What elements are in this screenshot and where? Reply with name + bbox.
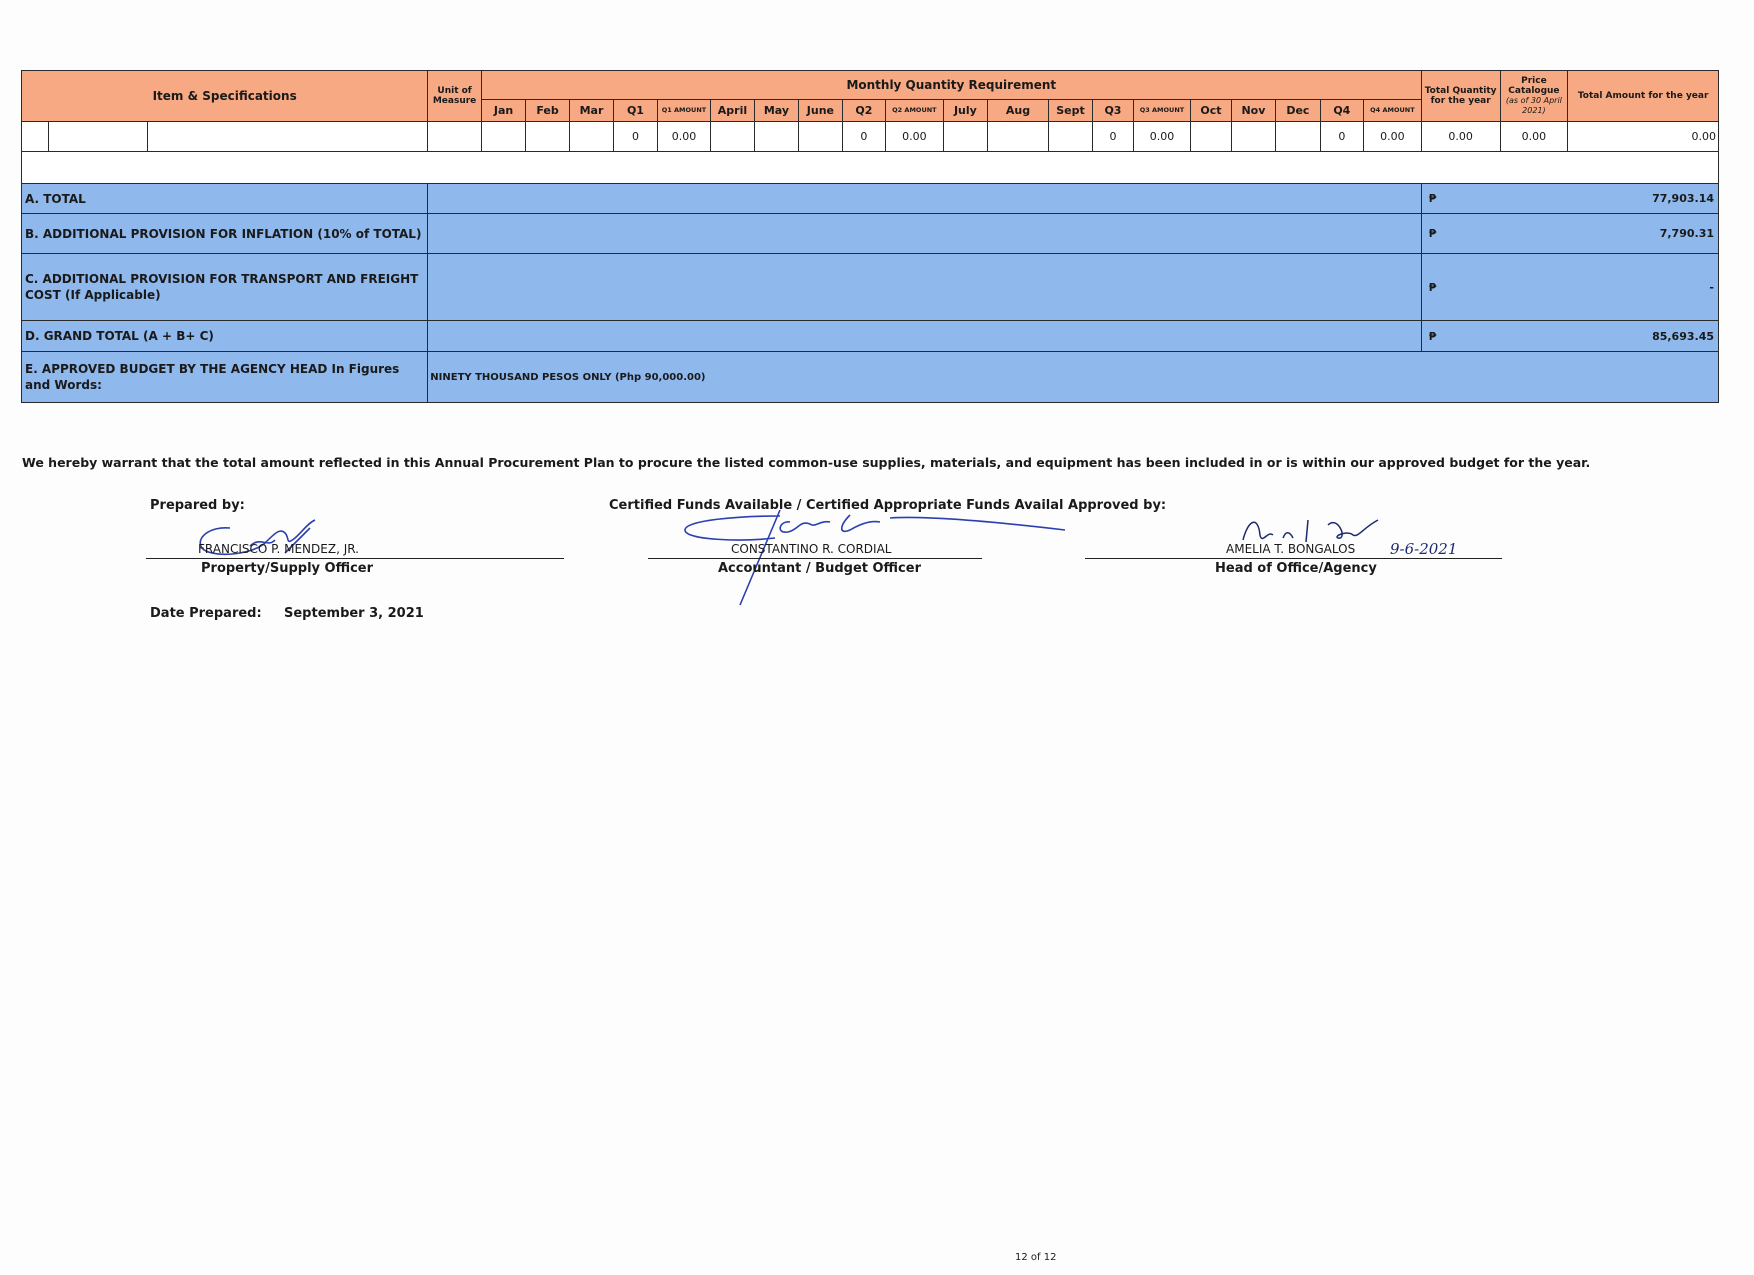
prepared-by-name: FRANCISCO P. MENDEZ, JR. bbox=[198, 542, 359, 556]
summary-amount: 7,790.31 bbox=[1500, 214, 1718, 254]
peso-sign: ₱ bbox=[1421, 321, 1500, 352]
month-header: June bbox=[799, 100, 842, 122]
price-catalogue-note: (as of 30 April 2021) bbox=[1505, 96, 1562, 115]
oct-cell bbox=[1191, 122, 1231, 152]
summary-blank bbox=[428, 254, 1421, 321]
item-cell bbox=[49, 122, 148, 152]
q1-amount-cell: 0.00 bbox=[657, 122, 711, 152]
head-name: AMELIA T. BONGALOS bbox=[1226, 542, 1356, 556]
q4-cell: 0 bbox=[1320, 122, 1363, 152]
total-qty-cell: 0.00 bbox=[1421, 122, 1500, 152]
approved-budget-label: E. APPROVED BUDGET BY THE AGENCY HEAD In Figures and Words: bbox=[22, 352, 428, 403]
summary-label: C. ADDITIONAL PROVISION FOR TRANSPORT AND FREIGHT COST (If Applicable) bbox=[22, 254, 428, 321]
summary-row-total bbox=[22, 184, 1719, 214]
approved-budget-value: NINETY THOUSAND PESOS ONLY (Php 90,000.00) bbox=[428, 352, 1719, 403]
month-header: May bbox=[754, 100, 798, 122]
date-prepared-value: September 3, 2021 bbox=[284, 606, 424, 621]
feb-cell bbox=[526, 122, 569, 152]
quarter-header: Q1 bbox=[614, 100, 657, 122]
header-row-1 bbox=[22, 71, 1719, 100]
prepared-by-label: Prepared by: bbox=[150, 498, 245, 513]
summary-amount: 85,693.45 bbox=[1500, 321, 1718, 352]
month-header: Feb bbox=[526, 100, 569, 122]
summary-label: D. GRAND TOTAL (A + B+ C) bbox=[22, 321, 428, 352]
dec-cell bbox=[1276, 122, 1320, 152]
quarter-header: Q2 bbox=[842, 100, 885, 122]
may-cell bbox=[754, 122, 798, 152]
certified-line bbox=[648, 558, 982, 559]
total-amount-cell: 0.00 bbox=[1568, 122, 1719, 152]
certified-role: Accountant / Budget Officer bbox=[718, 561, 921, 576]
head-role: Head of Office/Agency bbox=[1215, 561, 1377, 576]
month-header: Sept bbox=[1048, 100, 1092, 122]
total-qty-header: Total Quantity for the year bbox=[1421, 71, 1500, 122]
item-cell bbox=[148, 122, 428, 152]
april-cell bbox=[711, 122, 754, 152]
q4-amount-cell: 0.00 bbox=[1364, 122, 1422, 152]
price-catalogue-header bbox=[1500, 71, 1568, 122]
summary-label: A. TOTAL bbox=[22, 184, 428, 214]
procurement-plan-table bbox=[21, 70, 1719, 403]
month-header: July bbox=[943, 100, 987, 122]
spacer-row bbox=[22, 152, 1719, 184]
quarter-amount-header: Q2 AMOUNT bbox=[886, 100, 944, 122]
summary-blank bbox=[428, 184, 1421, 214]
peso-sign: ₱ bbox=[1421, 254, 1500, 321]
approved-budget-row bbox=[22, 352, 1719, 403]
summary-label: B. ADDITIONAL PROVISION FOR INFLATION (10% of TOTAL) bbox=[22, 214, 428, 254]
certified-name: CONSTANTINO R. CORDIAL bbox=[731, 542, 892, 556]
month-header: Dec bbox=[1276, 100, 1320, 122]
quarter-header: Q3 bbox=[1093, 100, 1133, 122]
q3-amount-cell: 0.00 bbox=[1133, 122, 1191, 152]
certified-label: Certified Funds Available / Certified Appropriate Funds Availal Approved by: bbox=[609, 498, 1167, 513]
month-header: Aug bbox=[988, 100, 1049, 122]
nov-cell bbox=[1231, 122, 1275, 152]
quarter-header: Q4 bbox=[1320, 100, 1363, 122]
spacer-cell bbox=[22, 152, 1719, 184]
summary-amount: 77,903.14 bbox=[1500, 184, 1718, 214]
summary-amount: - bbox=[1500, 254, 1718, 321]
summary-blank bbox=[428, 214, 1421, 254]
head-line bbox=[1085, 558, 1502, 559]
month-header: April bbox=[711, 100, 754, 122]
month-header: Nov bbox=[1231, 100, 1275, 122]
prepared-by-line bbox=[146, 558, 564, 559]
month-header: Oct bbox=[1191, 100, 1231, 122]
head-handwritten-date: 9-6-2021 bbox=[1390, 540, 1458, 558]
warrant-statement: We hereby warrant that the total amount reflected in this Annual Procurement Plan to procure the listed common-use supplies, materials, and equipment has been included in or is within our approved budget for the year. bbox=[22, 455, 1591, 470]
total-amount-header: Total Amount for the year bbox=[1568, 71, 1719, 122]
price-catalogue-title: Price Catalogue bbox=[1508, 76, 1560, 96]
peso-sign: ₱ bbox=[1421, 184, 1500, 214]
item-spec-header: Item & Specifications bbox=[22, 71, 428, 122]
page-number: 12 of 12 bbox=[1015, 1252, 1057, 1263]
q2-amount-cell: 0.00 bbox=[886, 122, 944, 152]
mar-cell bbox=[569, 122, 613, 152]
summary-blank bbox=[428, 321, 1421, 352]
monthly-qty-header: Monthly Quantity Requirement bbox=[481, 71, 1421, 100]
date-prepared-label: Date Prepared: bbox=[150, 606, 262, 621]
q1-cell: 0 bbox=[614, 122, 657, 152]
july-cell bbox=[943, 122, 987, 152]
quarter-amount-header: Q4 AMOUNT bbox=[1364, 100, 1422, 122]
summary-row-inflation bbox=[22, 214, 1719, 254]
unit-cell bbox=[428, 122, 482, 152]
quarter-amount-header: Q1 AMOUNT bbox=[657, 100, 711, 122]
summary-row-transport bbox=[22, 254, 1719, 321]
q3-cell: 0 bbox=[1093, 122, 1133, 152]
price-cell: 0.00 bbox=[1500, 122, 1568, 152]
q2-cell: 0 bbox=[842, 122, 885, 152]
month-header: Mar bbox=[569, 100, 613, 122]
summary-row-grand-total bbox=[22, 321, 1719, 352]
unit-of-measure-header: Unit of Measure bbox=[428, 71, 482, 122]
item-row bbox=[22, 122, 1719, 152]
sept-cell bbox=[1048, 122, 1092, 152]
june-cell bbox=[799, 122, 842, 152]
item-cell bbox=[22, 122, 49, 152]
jan-cell bbox=[481, 122, 525, 152]
peso-sign: ₱ bbox=[1421, 214, 1500, 254]
prepared-by-role: Property/Supply Officer bbox=[201, 561, 374, 576]
quarter-amount-header: Q3 AMOUNT bbox=[1133, 100, 1191, 122]
month-header: Jan bbox=[481, 100, 525, 122]
aug-cell bbox=[988, 122, 1049, 152]
